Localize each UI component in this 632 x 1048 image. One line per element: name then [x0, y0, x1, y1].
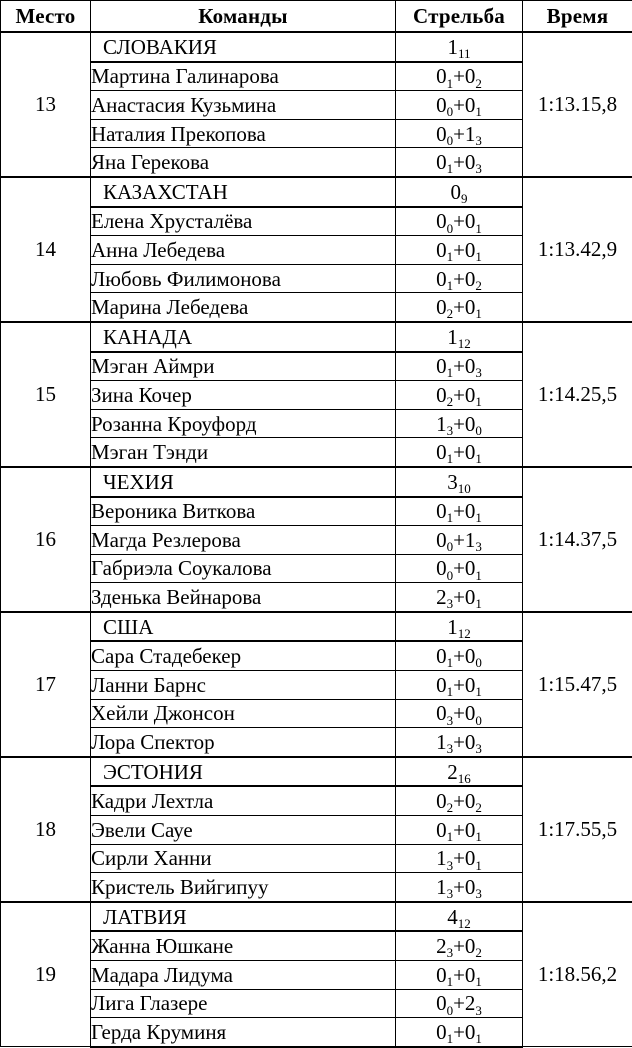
team-name-cell: США: [91, 612, 396, 642]
time-cell: 1:17.55,5: [523, 757, 632, 902]
athlete-shooting-cell: $0_1+0_1$: [396, 816, 523, 845]
time-cell: 1:15.47,5: [523, 612, 632, 757]
athlete-shooting-cell: $0_1+0_3$: [396, 352, 523, 381]
athlete-shooting-cell: $0_2+0_1$: [396, 381, 523, 410]
team-name-cell: ЛАТВИЯ: [91, 902, 396, 932]
athlete-shooting-cell: $0_1+0_0$: [396, 641, 523, 670]
team-name-cell: ЧЕХИЯ: [91, 467, 396, 497]
place-cell: 14: [1, 177, 91, 322]
athlete-shooting-cell: $0_1+0_1$: [396, 438, 523, 467]
athlete-name-cell: Лига Глазере: [91, 989, 396, 1018]
place-cell: 13: [1, 32, 91, 177]
athlete-shooting-cell: $0_1+0_2$: [396, 264, 523, 293]
athlete-shooting-cell: $0_1+0_2$: [396, 62, 523, 91]
column-header-place: Место: [1, 1, 91, 33]
athlete-name-cell: Розанна Кроуфорд: [91, 409, 396, 438]
athlete-name-cell: Сирли Ханни: [91, 844, 396, 873]
team-shooting-cell: $1_{12}$: [396, 322, 523, 352]
athlete-name-cell: Кристель Вийгипуу: [91, 873, 396, 902]
team-name-cell: СЛОВАКИЯ: [91, 32, 396, 62]
team-row: [1, 467, 632, 497]
place-cell: 15: [1, 322, 91, 467]
athlete-name-cell: Эвели Сауе: [91, 816, 396, 845]
athlete-name-cell: Герда Круминя: [91, 1018, 396, 1047]
athlete-shooting-cell: $0_1+0_1$: [396, 671, 523, 700]
athlete-shooting-cell: $0_0+0_1$: [396, 91, 523, 120]
athlete-name-cell: Анна Лебедева: [91, 236, 396, 265]
athlete-name-cell: Лора Спектор: [91, 728, 396, 757]
team-shooting-cell: $1_{12}$: [396, 612, 523, 642]
place-cell: 19: [1, 902, 91, 1047]
team-shooting-cell: $3_{10}$: [396, 467, 523, 497]
time-cell: 1:14.25,5: [523, 322, 632, 467]
athlete-name-cell: Ланни Барнс: [91, 671, 396, 700]
athlete-shooting-cell: $0_2+0_1$: [396, 293, 523, 322]
time-cell: 1:13.15,8: [523, 32, 632, 177]
athlete-name-cell: Магда Резлерова: [91, 526, 396, 555]
column-header-time: Время: [523, 1, 632, 33]
team-row: [1, 757, 632, 787]
place-cell: 18: [1, 757, 91, 902]
athlete-name-cell: Мэган Аймри: [91, 352, 396, 381]
athlete-shooting-cell: $0_1+0_1$: [396, 1018, 523, 1047]
athlete-name-cell: Зина Кочер: [91, 381, 396, 410]
column-header-shooting: Стрельба: [396, 1, 523, 33]
athlete-name-cell: Марина Лебедева: [91, 293, 396, 322]
athlete-shooting-cell: $0_1+0_1$: [396, 497, 523, 526]
athlete-shooting-cell: $0_0+1_3$: [396, 119, 523, 148]
table-body: [1, 32, 632, 1047]
place-cell: 16: [1, 467, 91, 612]
team-shooting-cell: $4_{12}$: [396, 902, 523, 932]
time-cell: 1:14.37,5: [523, 467, 632, 612]
athlete-name-cell: Мартина Галинарова: [91, 62, 396, 91]
athlete-name-cell: Наталия Прекопова: [91, 119, 396, 148]
athlete-shooting-cell: $0_1+0_1$: [396, 236, 523, 265]
team-row: [1, 177, 632, 207]
team-shooting-cell: $0_9$: [396, 177, 523, 207]
athlete-shooting-cell: $1_3+0_1$: [396, 844, 523, 873]
team-name-cell: КАЗАХСТАН: [91, 177, 396, 207]
athlete-shooting-cell: $0_1+0_3$: [396, 148, 523, 177]
table-header: [1, 1, 632, 33]
athlete-shooting-cell: $1_3+0_3$: [396, 728, 523, 757]
team-shooting-cell: $1_{11}$: [396, 32, 523, 62]
athlete-shooting-cell: $0_1+0_1$: [396, 961, 523, 990]
header-row: [1, 1, 632, 33]
athlete-name-cell: Елена Хрусталёва: [91, 207, 396, 236]
athlete-shooting-cell: $2_3+0_1$: [396, 583, 523, 612]
athlete-shooting-cell: $0_0+0_1$: [396, 207, 523, 236]
column-header-team: Команды: [91, 1, 396, 33]
athlete-shooting-cell: $2_3+0_2$: [396, 931, 523, 960]
team-row: [1, 612, 632, 642]
athlete-name-cell: Яна Герекова: [91, 148, 396, 177]
athlete-name-cell: Сара Стадебекер: [91, 641, 396, 670]
athlete-name-cell: Мэган Тэнди: [91, 438, 396, 467]
team-row: [1, 32, 632, 62]
athlete-shooting-cell: $0_2+0_2$: [396, 786, 523, 815]
team-row: [1, 322, 632, 352]
athlete-shooting-cell: $1_3+0_3$: [396, 873, 523, 902]
team-row: [1, 902, 632, 932]
athlete-shooting-cell: $0_3+0_0$: [396, 699, 523, 728]
athlete-shooting-cell: $0_0+2_3$: [396, 989, 523, 1018]
athlete-name-cell: Зденька Вейнарова: [91, 583, 396, 612]
athlete-name-cell: Анастасия Кузьмина: [91, 91, 396, 120]
team-name-cell: КАНАДА: [91, 322, 396, 352]
athlete-shooting-cell: $1_3+0_0$: [396, 409, 523, 438]
athlete-shooting-cell: $0_0+1_3$: [396, 526, 523, 555]
time-cell: 1:13.42,9: [523, 177, 632, 322]
team-name-cell: ЭСТОНИЯ: [91, 757, 396, 787]
athlete-name-cell: Мадара Лидума: [91, 961, 396, 990]
athlete-shooting-cell: $0_0+0_1$: [396, 554, 523, 583]
athlete-name-cell: Габриэла Соукалова: [91, 554, 396, 583]
athlete-name-cell: Любовь Филимонова: [91, 264, 396, 293]
team-shooting-cell: $2_{16}$: [396, 757, 523, 787]
place-cell: 17: [1, 612, 91, 757]
athlete-name-cell: Хейли Джонсон: [91, 699, 396, 728]
time-cell: 1:18.56,2: [523, 902, 632, 1047]
athlete-name-cell: Жанна Юшкане: [91, 931, 396, 960]
athlete-name-cell: Кадри Лехтла: [91, 786, 396, 815]
athlete-name-cell: Вероника Виткова: [91, 497, 396, 526]
